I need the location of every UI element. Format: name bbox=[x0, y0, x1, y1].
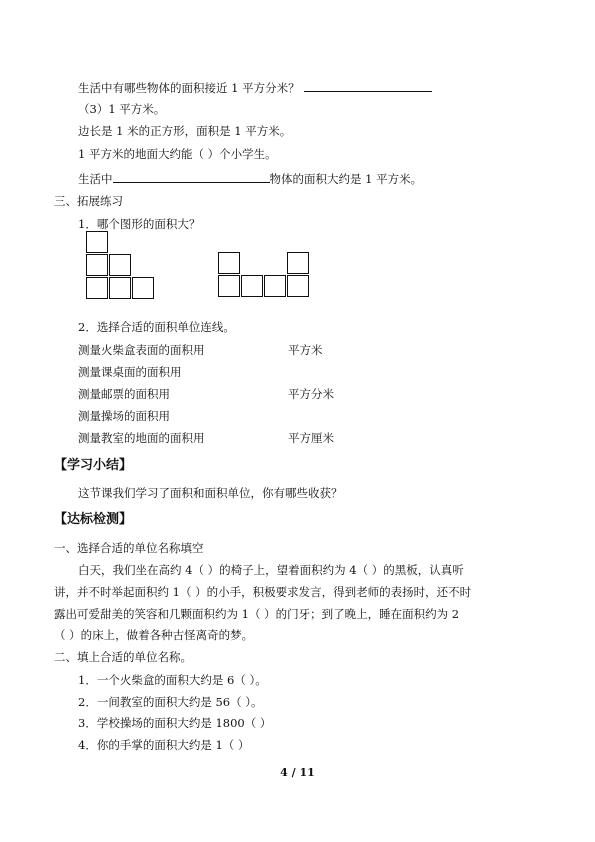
page-number: 4 / 11 bbox=[280, 766, 315, 779]
question-line-1 bbox=[78, 79, 432, 96]
paragraph-line: 讲，并不时举起面积约 1（ ）的小手，积极要求发言，得到老师的表扬时，还不时 bbox=[54, 585, 472, 599]
summary-text: 这节课我们学习了面积和面积单位，你有哪些收获？ bbox=[78, 486, 343, 500]
fill-item-2: 2．一间教室的面积大约是 56（ ）。 bbox=[78, 695, 263, 709]
statement-line: 边长是 1 米的正方形，面积是 1 平方米。 bbox=[78, 124, 292, 138]
match-right-item[interactable]: 平方分米 bbox=[288, 387, 334, 401]
paragraph-line: 白天，我们坐在高约 4（ ）的椅子上，望着面积约为 4（ ）的黑板，认真听 bbox=[78, 563, 464, 577]
section-heading-3: 三、拓展练习 bbox=[54, 194, 123, 208]
fill-item-1: 1．一个火柴盒的面积大约是 6（ ）。 bbox=[78, 673, 267, 687]
question-suffix: 物体的面积大约是 1 平方米。 bbox=[269, 172, 423, 186]
question-prefix: 生活中 bbox=[78, 172, 113, 186]
test-section-1: 一、选择合适的单位名称填空 bbox=[54, 541, 204, 555]
question-2: 2．选择合适的面积单位连线。 bbox=[78, 320, 235, 334]
match-left-item[interactable]: 测量火柴盒表面的面积用 bbox=[78, 343, 205, 357]
fill-item-4: 4．你的手掌的面积大约是 1（ ） bbox=[78, 738, 250, 752]
fill-item-3: 3．学校操场的面积大约是 1800（ ） bbox=[78, 716, 272, 730]
section-item-3: （3）1 平方米。 bbox=[78, 102, 166, 116]
test-section-2: 二、填上合适的单位名称。 bbox=[54, 650, 192, 664]
match-left-item[interactable]: 测量教室的地面的面积用 bbox=[78, 431, 205, 445]
question-1: 1．哪个图形的面积大？ bbox=[78, 217, 201, 231]
question-text: 生活中有哪些物体的面积接近 1 平方分米？ bbox=[78, 81, 300, 95]
match-left-item[interactable]: 测量邮票的面积用 bbox=[78, 387, 170, 401]
match-right-item[interactable]: 平方厘米 bbox=[288, 431, 334, 445]
match-left-item[interactable]: 测量课桌面的面积用 bbox=[78, 365, 182, 379]
paragraph-line: （ ）的床上，做着各种古怪离奇的梦。 bbox=[54, 628, 254, 642]
answer-blank[interactable] bbox=[113, 170, 270, 183]
answer-blank[interactable] bbox=[304, 79, 432, 92]
test-heading: 【达标检测】 bbox=[54, 512, 133, 527]
question-line-2: 1 平方米的地面大约能（ ）个小学生。 bbox=[78, 147, 277, 161]
summary-heading: 【学习小结】 bbox=[54, 458, 133, 473]
match-right-item[interactable]: 平方米 bbox=[288, 343, 323, 357]
match-left-item[interactable]: 测量操场的面积用 bbox=[78, 409, 170, 423]
question-line-3 bbox=[78, 170, 422, 187]
paragraph-line: 露出可爱甜美的笑容和几颗面积约为 1（ ）的门牙；到了晚上，睡在面积约为 2 bbox=[54, 607, 460, 621]
